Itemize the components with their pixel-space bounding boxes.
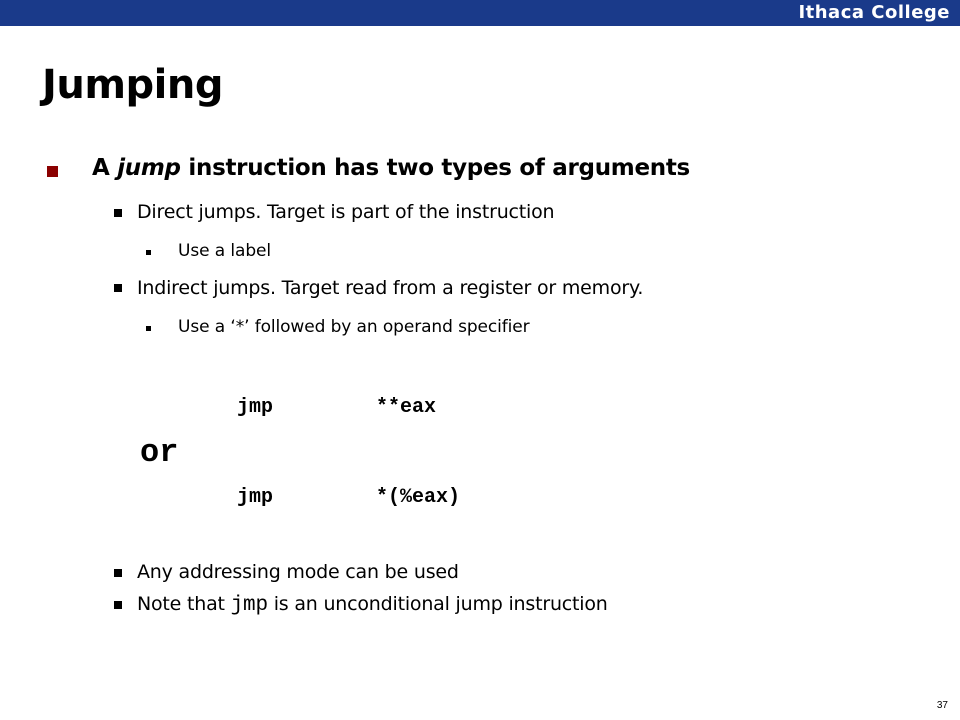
indirect-jumps-text: Indirect jumps. Target read from a register or memory. [137,277,644,299]
bullet-square-icon [114,209,122,217]
page-title: Jumping [42,62,223,108]
code-arg-2: *(%eax) [376,486,461,509]
use-star-text: Use a ‘*’ followed by an operand specifier [178,317,530,337]
note-text [137,593,608,617]
code-arg-1: **eax [376,396,437,419]
page-number: 37 [936,700,948,711]
brand-logo-text: Ithaca College [798,2,950,23]
bullet-small-square-icon [146,326,151,331]
code-op-2: jmp [237,486,274,509]
code-op-1: jmp [237,396,274,419]
bullet-level1-prefix: A [92,155,118,181]
or-text: or [140,434,179,471]
bullet-square-icon [114,569,122,577]
bullet-level1-suffix: instruction has two types of arguments [180,155,690,181]
any-mode-text: Any addressing mode can be used [137,561,459,583]
bullet-small-square-icon [146,250,151,255]
bullet-level1-emphasis: jump [117,155,181,181]
bullet-square-icon [114,601,122,609]
bullet-square-icon [47,166,58,177]
bullet-level1-text [92,155,690,181]
bullet-square-icon [114,284,122,292]
direct-jumps-text: Direct jumps. Target is part of the instruction [137,201,555,223]
note-suffix: is an unconditional jump instruction [267,593,608,615]
header-bar [0,0,960,26]
note-code: jmp [230,594,268,617]
use-label-text: Use a label [178,241,271,261]
note-prefix: Note that [137,593,231,615]
